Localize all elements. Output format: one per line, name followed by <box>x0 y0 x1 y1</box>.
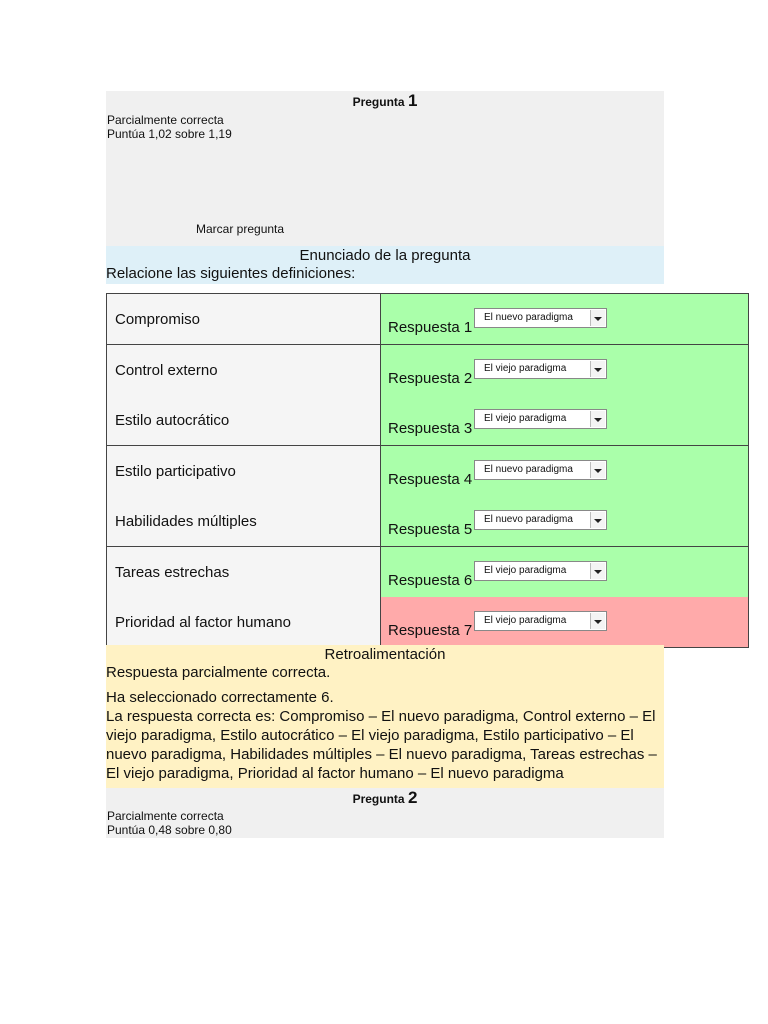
match-term: Prioridad al factor humano <box>107 597 381 648</box>
answer-select[interactable] <box>474 460 607 480</box>
answer-label: Respuesta 2 <box>388 370 473 387</box>
answer-select-value: El nuevo paradigma <box>484 514 573 525</box>
answer-label: Respuesta 4 <box>388 471 473 488</box>
question-1-state: Parcialmente correcta <box>107 113 224 127</box>
answer-select-value: El nuevo paradigma <box>484 312 573 323</box>
chevron-down-icon[interactable] <box>590 411 605 427</box>
answer-cell <box>381 446 749 497</box>
match-row <box>107 345 749 396</box>
question-2-grade: Puntúa 0,48 sobre 0,80 <box>107 823 232 837</box>
match-row <box>107 496 749 547</box>
chevron-down-icon[interactable] <box>590 613 605 629</box>
match-row <box>107 294 749 345</box>
match-row <box>107 597 749 648</box>
answer-select-value: El viejo paradigma <box>484 615 567 626</box>
match-row <box>107 395 749 446</box>
match-term: Control externo <box>107 345 381 396</box>
chevron-down-icon[interactable] <box>590 361 605 377</box>
match-row <box>107 446 749 497</box>
question-1-grade: Puntúa 1,02 sobre 1,19 <box>107 127 232 141</box>
answer-select[interactable] <box>474 359 607 379</box>
answer-select[interactable] <box>474 510 607 530</box>
match-term: Habilidades múltiples <box>107 496 381 547</box>
question-2-title: Pregunta 2 <box>352 788 418 807</box>
matching-table <box>106 293 749 648</box>
answer-select[interactable] <box>474 561 607 581</box>
flag-question-link[interactable]: Marcar pregunta <box>196 222 285 236</box>
answer-label: Respuesta 1 <box>388 319 473 336</box>
feedback-count: Ha seleccionado correctamente 6. <box>106 689 334 706</box>
answer-cell <box>381 395 749 446</box>
answer-cell <box>381 597 749 648</box>
chevron-down-icon[interactable] <box>590 563 605 579</box>
question-2-state: Parcialmente correcta <box>107 809 224 823</box>
question-1-info <box>106 91 664 246</box>
answer-label: Respuesta 5 <box>388 521 473 538</box>
answer-select-value: El nuevo paradigma <box>484 464 573 475</box>
answer-label: Respuesta 6 <box>388 572 473 589</box>
feedback-correct-answer: La respuesta correcta es: Compromiso – El nuevo paradigma, Control externo – El viejo paradigma, Estilo autocrático – El viejo paradigma, Estilo participativo – El nuevo paradigma, Habilidades múltiples – El nuevo paradigma, Tareas estrechas – El viejo paradigma, Prioridad al factor humano – El nuevo paradigma <box>106 708 657 782</box>
statement-heading: Enunciado de la pregunta <box>299 247 471 264</box>
answer-cell <box>381 547 749 598</box>
feedback-summary: Respuesta parcialmente correcta. <box>106 664 331 681</box>
answer-select[interactable] <box>474 611 607 631</box>
chevron-down-icon[interactable] <box>590 462 605 478</box>
match-row <box>107 547 749 598</box>
match-term: Estilo participativo <box>107 446 381 497</box>
match-term: Compromiso <box>107 294 381 345</box>
answer-label: Respuesta 7 <box>388 622 473 639</box>
answer-label: Respuesta 3 <box>388 420 473 437</box>
answer-select-value: El viejo paradigma <box>484 413 567 424</box>
statement-text: Relacione las siguientes definiciones: <box>106 265 356 282</box>
question-statement <box>106 246 664 284</box>
chevron-down-icon[interactable] <box>590 512 605 528</box>
question-1-title: Pregunta 1 <box>352 91 418 110</box>
feedback-heading: Retroalimentación <box>324 646 446 663</box>
match-term: Tareas estrechas <box>107 547 381 598</box>
answer-cell <box>381 294 749 345</box>
answer-cell <box>381 496 749 547</box>
match-term: Estilo autocrático <box>107 395 381 446</box>
answer-select-value: El viejo paradigma <box>484 363 567 374</box>
chevron-down-icon[interactable] <box>590 310 605 326</box>
question-2-info <box>106 788 664 838</box>
answer-select[interactable] <box>474 409 607 429</box>
answer-select-value: El viejo paradigma <box>484 565 567 576</box>
answer-cell <box>381 345 749 396</box>
answer-select[interactable] <box>474 308 607 328</box>
feedback-panel <box>106 645 664 788</box>
